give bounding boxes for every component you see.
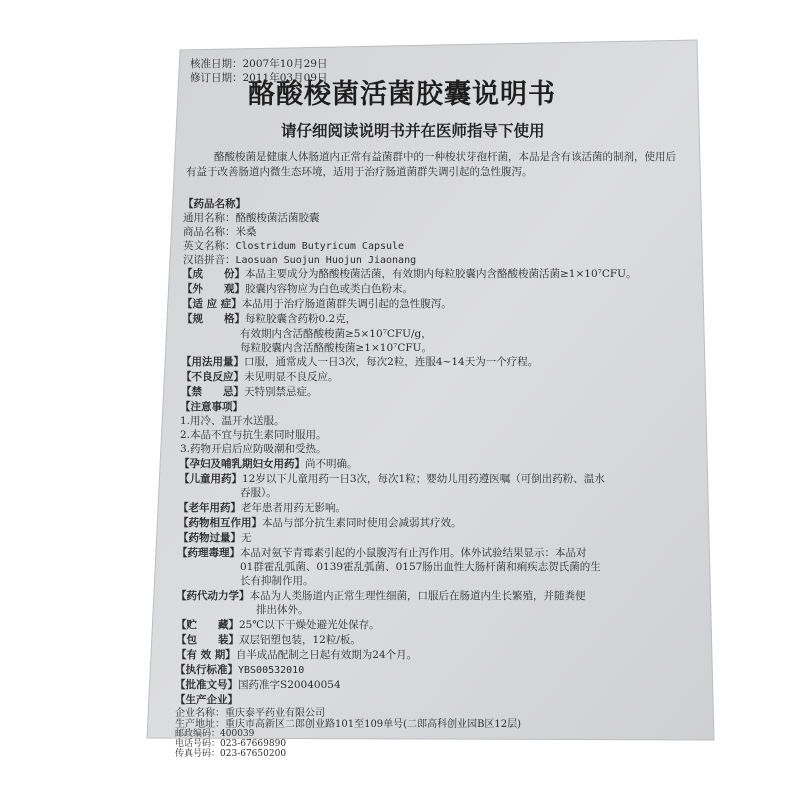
package-value: 双层铝塑包装，12粒/板。 <box>239 634 361 646</box>
trade-name-value: 米桑 <box>235 226 257 238</box>
address-value: 重庆市高新区二郎创业路101至109单号(二郎高科创业园B区12层) <box>225 719 522 730</box>
overdose-label: 【药物过量】 <box>178 532 241 544</box>
toxicology-value-3: 长有抑制作用。 <box>240 575 314 587</box>
standard-label: 【执行标准】 <box>175 664 238 676</box>
indication-value: 本品用于治疗肠道菌群失调引起的急性腹泻。 <box>241 298 452 310</box>
manufacturer-heading: 【生产企业】 <box>175 694 238 706</box>
package-label: 【包 装】 <box>176 634 239 646</box>
company-label: 企业名称： <box>175 708 225 719</box>
generic-name-value: 酪酸梭菌活菌胶囊 <box>235 212 320 224</box>
phone-label: 电话号码： <box>175 739 221 749</box>
pharmacokinetics-value-2: 排出体外。 <box>256 604 309 616</box>
postcode-label: 邮政编码： <box>175 729 221 739</box>
document-title: 酪酸梭菌活菌胶囊说明书 <box>248 79 556 110</box>
pinyin-label: 汉语拼音： <box>183 254 236 266</box>
precaution-item-2: 2.本品不宜与抗生素同时服用。 <box>180 429 327 441</box>
spec-line-1: 每粒胶囊含药粉0.2克， <box>245 313 357 325</box>
ingredients-value: 本品主要成分为酪酸梭菌活菌，有效期内每粒胶囊内含酪酸梭菌活菌≥1×10⁷CFU。 <box>245 268 637 280</box>
indication-label: 【适 应 症】 <box>182 298 242 310</box>
children-value-2: 吞服）。 <box>240 487 277 499</box>
pregnancy-value: 尚不明确。 <box>305 458 358 470</box>
validity-label: 【有 效 期】 <box>176 649 236 661</box>
overdose-value: 无 <box>241 532 252 544</box>
interaction-value: 本品与部分抗生素同时使用会减弱其疗效。 <box>262 517 462 529</box>
generic-name-label: 通用名称： <box>183 212 236 224</box>
adverse-value: 未见明显不良反应。 <box>244 371 339 383</box>
precaution-item-1: 1.用冷、温开水送服。 <box>180 415 285 427</box>
pharmacokinetics-label: 【药代动力学】 <box>176 590 250 602</box>
toxicology-value-2: 01群霍乱弧菌、0139霍乱弧菌、0157肠出血性大肠杆菌和痢疾志贺氏菌的生 <box>240 561 601 573</box>
phone-value: 023-67669890 <box>220 739 287 749</box>
precautions-label: 【注意事项】 <box>180 401 243 413</box>
precaution-item-3: 3.药物开启后应防吸潮和受热。 <box>180 443 327 455</box>
address-label: 生产地址： <box>175 719 225 730</box>
english-name-value: Clostridum Butyricum Capsule <box>235 241 405 252</box>
pregnancy-label: 【孕妇及哺乳期妇女用药】 <box>179 458 305 470</box>
elderly-label: 【老年用药】 <box>178 502 241 514</box>
ingredients-label: 【成 份】 <box>182 268 245 280</box>
storage-label: 【贮 藏】 <box>176 619 239 631</box>
fax-value: 023-67650200 <box>220 749 287 759</box>
storage-value: 25℃以下干燥处避光处保存。 <box>239 619 380 631</box>
trade-name-label: 商品名称： <box>183 226 236 238</box>
english-name-label: 英文名称： <box>183 240 236 252</box>
approval-date: 核准日期：2007年10月29日 <box>190 58 328 70</box>
children-value-1: 12岁以下儿童用药一日3次，每次1粒；婴幼儿用药遵医嘱（可倒出药粉、温水 <box>242 473 605 485</box>
validity-value: 自半成品配制之日起有效期为24个月。 <box>235 649 418 661</box>
approval-number-label: 【批准文号】 <box>175 679 238 691</box>
pinyin-value: Laosuan Suojun Huojun Jiaonang <box>235 255 417 266</box>
document-subtitle: 请仔细阅读说明书并在医师指导下使用 <box>281 122 545 140</box>
approval-number-value: 国药准字S20040054 <box>238 679 341 691</box>
revision-date: 修订日期：2011年03月09日 <box>190 72 328 84</box>
intro-paragraph: 酪酸梭菌是健康人体肠道内正常有益菌群中的一种梭状芽孢杆菌，本品是含有该活菌的制剂，使用后有益于改善肠道内微生态环境，适用于治疗肠道菌群失调引起的急性腹泻。 <box>186 151 676 178</box>
pharmacokinetics-value-1: 本品为人类肠道内正常生理性细菌，口服后在肠道内生长繁殖，并随粪便 <box>249 590 586 602</box>
postcode-value: 400039 <box>220 729 255 739</box>
drug-name-heading: 【药品名称】 <box>183 198 246 210</box>
company-value: 重庆泰平药业有限公司 <box>225 708 325 719</box>
contraindication-value: 天特别禁忌症。 <box>244 386 318 398</box>
appearance-label: 【外 观】 <box>182 283 245 295</box>
toxicology-label: 【药理毒理】 <box>177 547 240 559</box>
spec-label: 【规 格】 <box>182 313 245 325</box>
spec-line-2: 有效期内含活酪酸梭菌≥5×10⁷CFU/g， <box>240 328 432 340</box>
elderly-value: 老年患者用药无影响。 <box>241 502 346 514</box>
children-label: 【儿童用药】 <box>179 473 242 485</box>
toxicology-value-1: 本品对氨苄青霉素引起的小鼠腹泻有止泻作用。体外试验结果显示：本品对 <box>240 547 587 559</box>
contraindication-label: 【禁 忌】 <box>181 386 244 398</box>
spec-line-3: 每粒胶囊内含活酪酸梭菌≥1×10⁷CFU。 <box>240 342 433 354</box>
adverse-label: 【不良反应】 <box>181 371 244 383</box>
interaction-label: 【药物相互作用】 <box>178 517 262 529</box>
fax-label: 传真号码： <box>175 749 221 759</box>
standard-value: YBS00532010 <box>238 665 305 676</box>
appearance-value: 胶囊内容物应为白色或类白色粉末。 <box>245 283 413 295</box>
dosage-value: 口服，通常成人一日3次，每次2粒，连服4~14天为一个疗程。 <box>244 356 539 368</box>
dosage-label: 【用法用量】 <box>181 356 244 368</box>
